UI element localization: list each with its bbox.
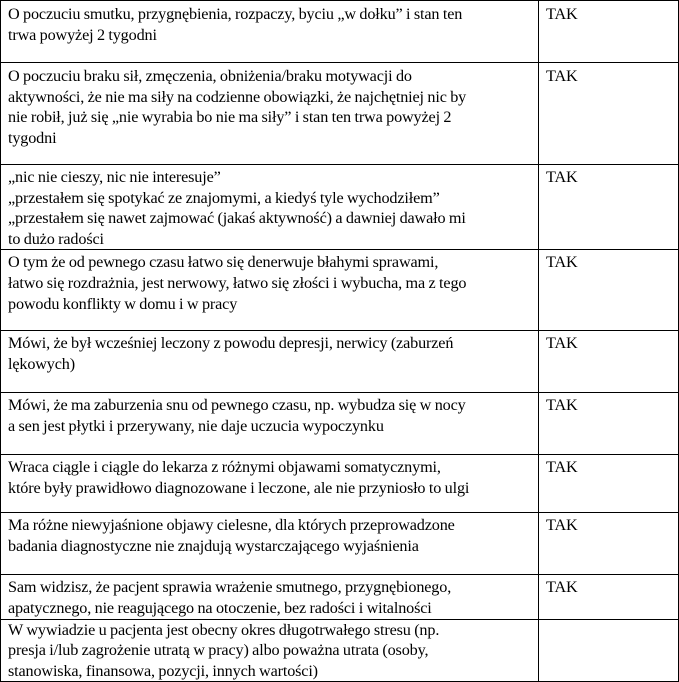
description-line: Ma różne niewyjaśnione objawy cielesne, dla których przeprowadzone — [8, 516, 455, 535]
description-line: powodu konflikty w domu i w pracy — [8, 294, 238, 313]
description-line: „przestałem się nawet zajmować (jakaś aktywność) a dawniej dawało mi — [8, 209, 466, 228]
table-row — [1, 513, 679, 575]
answer-cell: TAK — [539, 575, 679, 619]
description-line: Mówi, że ma zaburzenia snu od pewnego czasu, np. wybudza się w nocy — [8, 396, 466, 415]
description-line: tygodni — [8, 128, 57, 147]
answer-cell: TAK — [539, 455, 679, 513]
symptom-description-cell — [1, 575, 539, 619]
description-line: lękowych) — [8, 354, 75, 373]
description-line: O tym że od pewnego czasu łatwo się denerwuje błahymi sprawami, — [8, 253, 439, 272]
answer-cell: TAK — [539, 250, 679, 331]
symptom-description-cell — [1, 1, 539, 63]
description-line: nie robił, już się „nie wyrabia bo nie ma siły” i stan ten trwa powyżej 2 — [8, 108, 452, 127]
answer-cell: TAK — [539, 1, 679, 63]
symptom-description-cell — [1, 513, 539, 575]
answer-cell — [539, 619, 679, 682]
table-row — [1, 1, 679, 63]
table-row — [1, 63, 679, 165]
description-line: Mówi, że był wcześniej leczony z powodu depresji, nerwicy (zaburzeń — [8, 334, 454, 353]
symptom-description-cell — [1, 619, 539, 682]
description-line: W wywiadzie u pacjenta jest obecny okres długotrwałego stresu (np. — [8, 620, 440, 639]
description-line: O poczuciu smutku, przygnębienia, rozpaczy, byciu „w dołku” i stan ten — [8, 5, 463, 23]
table-row — [1, 250, 679, 331]
symptom-description-cell — [1, 393, 539, 455]
description-line: łatwo się rozdrażnia, jest nerwowy, łatwo się złości i wybucha, ma z tego — [8, 273, 467, 292]
description-line: aktywności, że nie ma siły na codzienne obowiązki, że najchętniej nic by — [8, 87, 467, 106]
answer-cell: TAK — [539, 331, 679, 393]
symptom-description-cell — [1, 63, 539, 165]
table-row — [1, 165, 679, 250]
description-line: presja i/lub zagrożenie utratą w pracy) albo poważna utrata (osoby, — [8, 641, 429, 660]
table-row — [1, 619, 679, 682]
description-line: Sam widzisz, że pacjent sprawia wrażenie smutnego, przygnębionego, — [8, 578, 452, 597]
table-row — [1, 575, 679, 619]
description-line: trwa powyżej 2 tygodni — [8, 25, 157, 44]
symptom-description-cell — [1, 250, 539, 331]
answer-cell: TAK — [539, 63, 679, 165]
table-row — [1, 455, 679, 513]
description-line: O poczuciu braku sił, zmęczenia, obniżenia/braku motywacji do — [8, 67, 412, 85]
description-line: Wraca ciągle i ciągle do lekarza z różnymi objawami somatycznymi, — [8, 458, 441, 477]
description-line: „przestałem się spotykać ze znajomymi, a kiedyś tyle wychodziłem” — [8, 188, 440, 207]
description-line: to dużo radości — [8, 229, 104, 248]
answer-cell: TAK — [539, 165, 679, 250]
description-line: badania diagnostyczne nie znajdują wystarczającego wyjaśnienia — [8, 536, 419, 555]
table-row — [1, 331, 679, 393]
answer-cell: TAK — [539, 513, 679, 575]
description-line: „nic nie cieszy, nic nie interesuje” — [8, 168, 221, 186]
symptom-description-cell — [1, 165, 539, 250]
description-line: a sen jest płytki i przerywany, nie daje uczucia wypoczynku — [8, 416, 384, 435]
symptom-description-cell — [1, 455, 539, 513]
answer-cell: TAK — [539, 393, 679, 455]
description-line: stanowiska, finansowa, pozycji, innych wartości) — [8, 661, 318, 680]
table-row — [1, 393, 679, 455]
symptom-description-cell — [1, 331, 539, 393]
description-line: które były prawidłowo diagnozowane i leczone, ale nie przyniosło to ulgi — [8, 478, 470, 497]
description-line: apatycznego, nie reagującego na otoczenie, bez radości i witalności — [8, 598, 432, 617]
